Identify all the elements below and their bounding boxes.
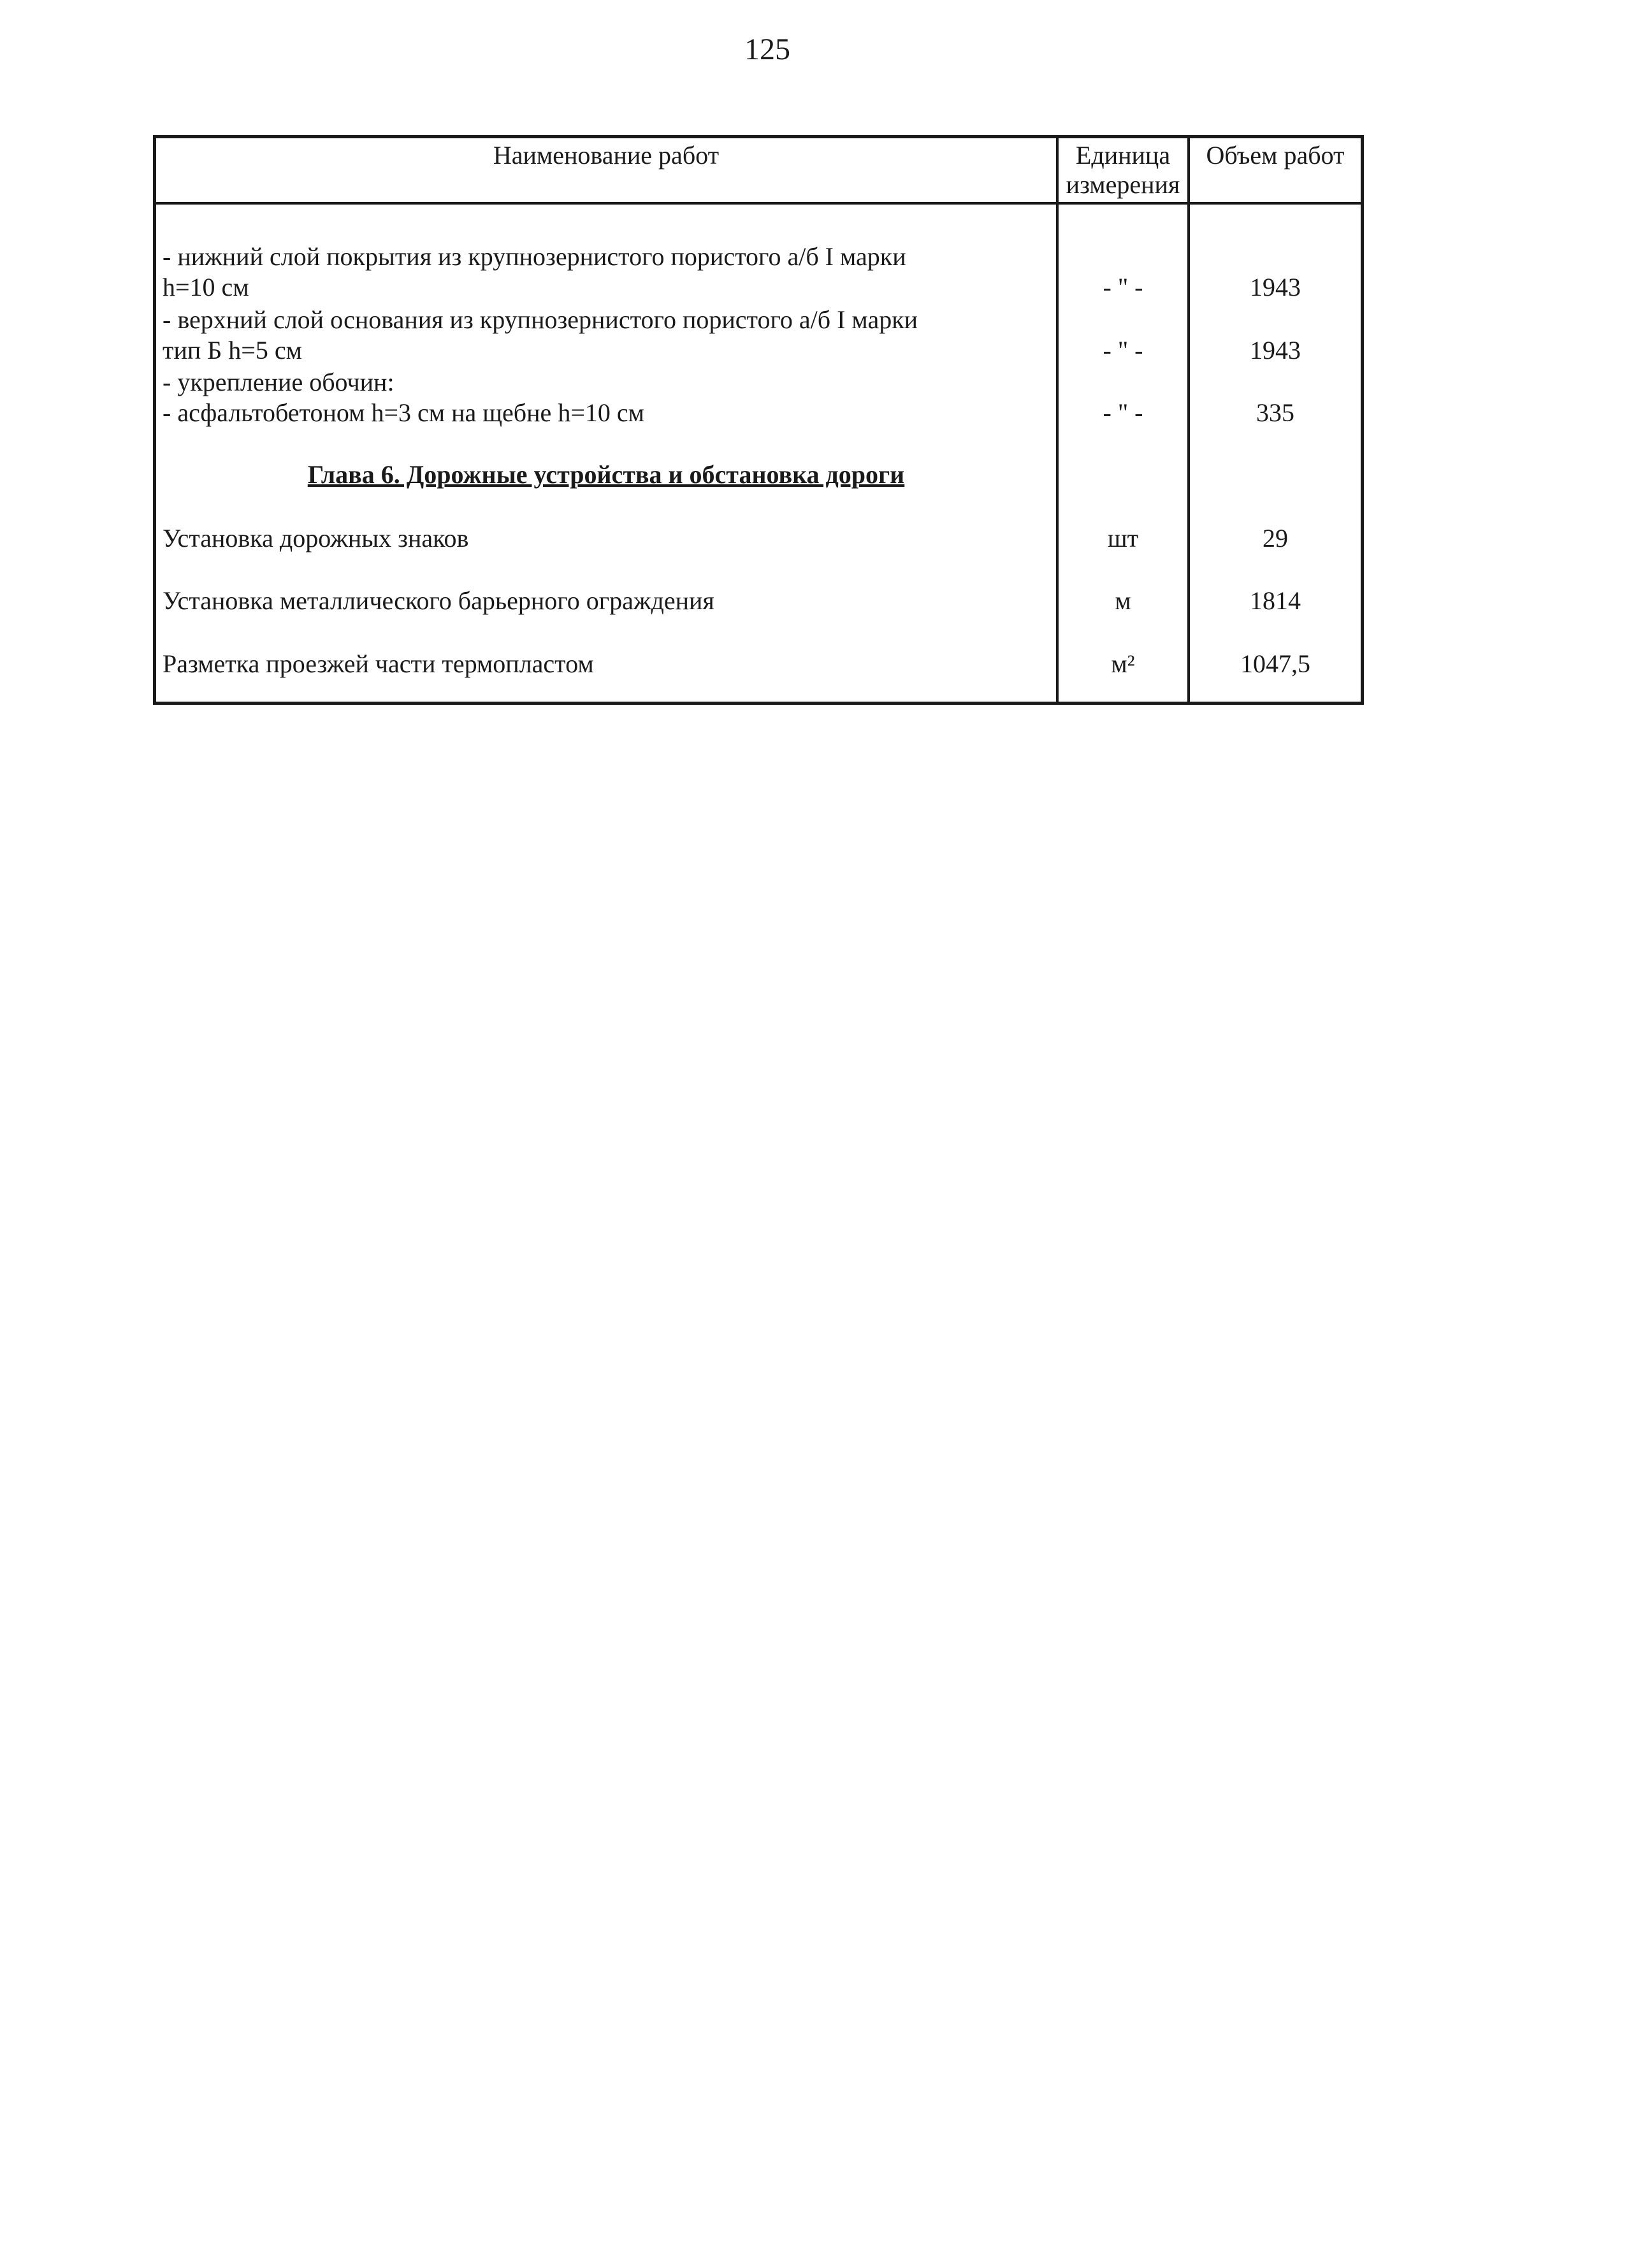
header-unit-line-2: измерения — [1066, 170, 1180, 199]
row-5-unit: шт — [1107, 524, 1139, 553]
row-1-name-line-1: - нижний слой покрытия из крупнозернистого пористого а/б I марки — [163, 242, 906, 271]
table-body — [156, 205, 1361, 702]
row-3-name-line-2: - асфальтобетоном h=3 см на щебне h=10 см — [163, 398, 644, 427]
row-2-volume: 1943 — [1250, 336, 1301, 365]
chapter-heading: Глава 6. Дорожные устройства и обстановка дороги — [307, 460, 905, 489]
row-6-unit: м — [1115, 586, 1131, 615]
row-1-unit: - " - — [1103, 273, 1143, 301]
header-volume: Объем работ — [1187, 138, 1361, 202]
row-3-volume: 335 — [1256, 398, 1294, 427]
row-5-volume: 29 — [1263, 524, 1288, 553]
row-7-unit: м² — [1111, 649, 1135, 678]
row-5-name: Установка дорожных знаков — [163, 524, 469, 553]
row-7-name: Разметка проезжей части термопластом — [163, 649, 594, 678]
row-3-unit: - " - — [1103, 398, 1143, 427]
header-unit — [1056, 138, 1187, 202]
row-2-name-line-2: тип Б h=5 см — [163, 336, 302, 365]
row-2-unit: - " - — [1103, 336, 1143, 365]
row-2-name-line-1: - верхний слой основания из крупнозернистого пористого а/б I марки — [163, 305, 918, 334]
works-table — [153, 135, 1364, 705]
row-6-volume: 1814 — [1250, 586, 1301, 615]
unit-column — [1056, 205, 1187, 702]
table-header — [156, 138, 1361, 205]
row-1-name-line-2: h=10 см — [163, 273, 249, 301]
header-unit-line-1: Единица — [1075, 141, 1171, 170]
row-7-volume: 1047,5 — [1240, 649, 1310, 678]
row-1-volume: 1943 — [1250, 273, 1301, 301]
header-name-of-works: Наименование работ — [493, 141, 720, 170]
row-3-name-line-1: - укрепление обочин: — [163, 368, 395, 396]
name-column — [156, 205, 1056, 702]
row-6-name: Установка металлического барьерного ограждения — [163, 586, 714, 615]
page-number: 125 — [744, 33, 790, 66]
volume-column — [1187, 205, 1361, 702]
